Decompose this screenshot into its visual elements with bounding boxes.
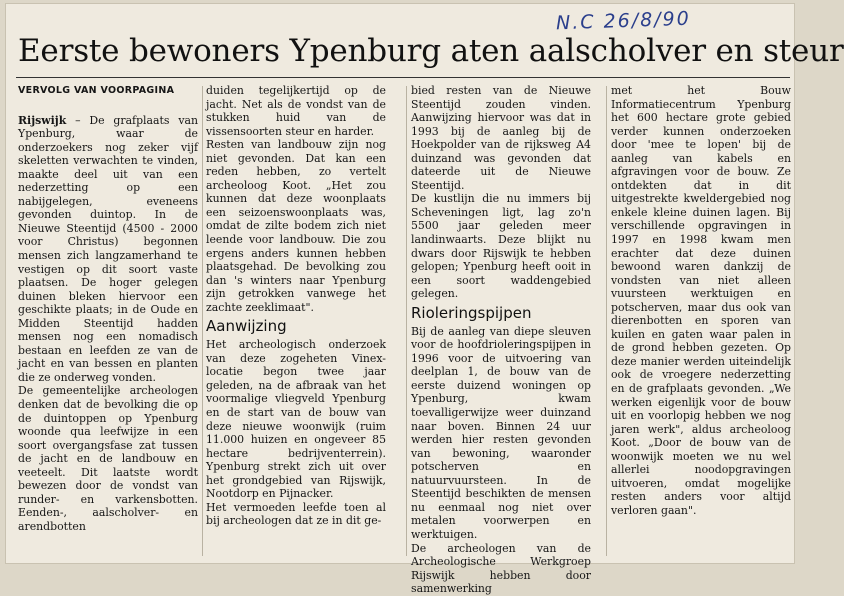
column-divider	[202, 86, 203, 556]
paragraph: Het vermoeden leefde toen al bij archeologen dat ze in dit ge-	[206, 500, 386, 528]
paragraph: Het archeologisch onderzoek van deze zogeheten Vinex-locatie begon twee jaar geleden, na de afbraak van het voormalige vliegveld Ypenburg en de start van de bouw van deze nieuwe woonwijk (ruim 11.000 huizen en ongeveer 85 hectare bedrijventerrein). Ypenburg strekt zich uit over het grondgebied van Rijswijk, Nootdorp en Pijnacker.	[206, 338, 386, 501]
article-column-2	[206, 84, 386, 560]
dateline: Rijswijk	[18, 113, 67, 127]
paragraph	[18, 114, 198, 385]
newspaper-clipping	[6, 4, 844, 596]
paragraph: Bij de aanleg van diepe sleuven voor de hoofdrioleringspijpen in 1996 voor de uitvoering van deelplan 1, de bouw van de eerste duizend woningen op Ypenburg, kwam toevalligerwijze weer duinzand naar boven. Binnen 24 uur werden hier resten gevonden van bewoning, waaronder potscherven en natuurvuursteen. In de Steentijd beschikten de mensen nu eenmaal nog niet over metalen voorwerpen en werktuigen.	[411, 324, 591, 541]
handwritten-date-annotation: N.C 26/8/90	[555, 7, 692, 35]
column-divider	[606, 86, 607, 556]
article-column-3	[411, 84, 591, 596]
column-divider	[406, 86, 407, 556]
subheading-rioleringspijpen: Rioleringspijpen	[411, 303, 532, 322]
paragraph: De archeologen van de Archeologische Werkgroep Rijswijk hebben door samenwerking	[411, 541, 591, 596]
headline-rule	[16, 77, 790, 78]
subheading-aanwijzing: Aanwijzing	[206, 317, 287, 336]
paragraph: duiden tegelijkertijd op de jacht. Net als de vondst van de stukken huid van de vissensoorten steur en harder.	[206, 84, 386, 138]
kicker: VERVOLG VAN VOORPAGINA	[18, 85, 175, 96]
paragraph: met het Bouw Informatiecentrum Ypenburg het 600 hectare grote gebied verder kunnen onderzoeken door 'mee te lopen' bij de aanleg van kabels en afgravingen voor de bouw. Ze ontdekten dat in dit uitgestrekte kweldergebied nog enkele kleine duinen lagen. Bij verschillende opgravingen in 1997 en 1998 kwam men erachter dat deze duinen bewoond waren dankzij de vondsten van niet alleen vuursteen werktuigen en potscherven, maar dus ook van dierenbotten en sporen van kuilen en gaten waar palen in de grond hebben gezeten. Op deze manier werden uiteindelijk ook de vroegere nederzetting en de grafplaats gevonden. „We werken eigenlijk voor de bouw uit en voorlopig hebben we nog jaren werk", aldus archeoloog Koot. „Door de bouw van de woonwijk moeten we nu wel allerlei noodopgravingen uitvoeren, omdat mogelijke resten anders voor altijd verloren gaan".	[611, 84, 791, 517]
paragraph: Resten van landbouw zijn nog niet gevonden. Dat kan een reden hebben, zo vertelt archeoloog Koot. „Het zou kunnen dat deze woonplaats een seizoenswoonplaats was, omdat de zilte bodem zich niet leende voor landbouw. Die zou ergens anders kunnen hebben plaatsgehad. De bevolking zou dan 's winters naar Ypenburg zijn getrokken vanwege het zachte zeeklimaat".	[206, 138, 386, 314]
paragraph: De gemeentelijke archeologen denken dat de bevolking die op de duintoppen op Ypenburg woonde qua leefwijze in een soort overgangsfase zat tussen de jacht en de landbouw en veeteelt. Dit laatste wordt bewezen door de vondst van runder- en varkensbotten. Eenden-, aalscholver- en arendbotten	[18, 384, 198, 533]
paragraph: De kustlijn die nu immers bij Scheveningen ligt, lag zo'n 5500 jaar geleden meer landinwaarts. Deze blijkt nu dwars door Rijswijk te hebben gelopen; Ypenburg heeft ooit in een soort waddengebied gelegen.	[411, 192, 591, 301]
headline: Eerste bewoners Ypenburg aten aalscholver en steur	[18, 33, 844, 69]
paragraph: bied resten van de Nieuwe Steentijd zouden vinden. Aanwijzing hiervoor was dat in 1993 bij de aanleg bij de Hoekpolder van de rijksweg A4 duinzand was gevonden dat dateerde uit de Nieuwe Steentijd.	[411, 84, 591, 192]
article-column-4	[611, 84, 791, 560]
article-column-1	[18, 84, 198, 560]
lead-text: – De grafplaats van Ypenburg, waar de onderzoekers nog zeker vijf skeletten verwachten te vinden, maakte deel uit van een nederzetting op een nabijgelegen, eveneens gevonden duintop. In de Nieuwe Steentijd (4500 - 2000 voor Christus) begonnen mensen zich langzamerhand te vestigen op dit soort vaste plaatsen. De hoger gelegen duinen bleken hiervoor een geschikte plaats; in de Oude en Midden Steentijd hadden mensen nog een nomadisch bestaan en leefden ze van de jacht en van bessen en planten die ze onderweg vonden.	[18, 113, 198, 384]
